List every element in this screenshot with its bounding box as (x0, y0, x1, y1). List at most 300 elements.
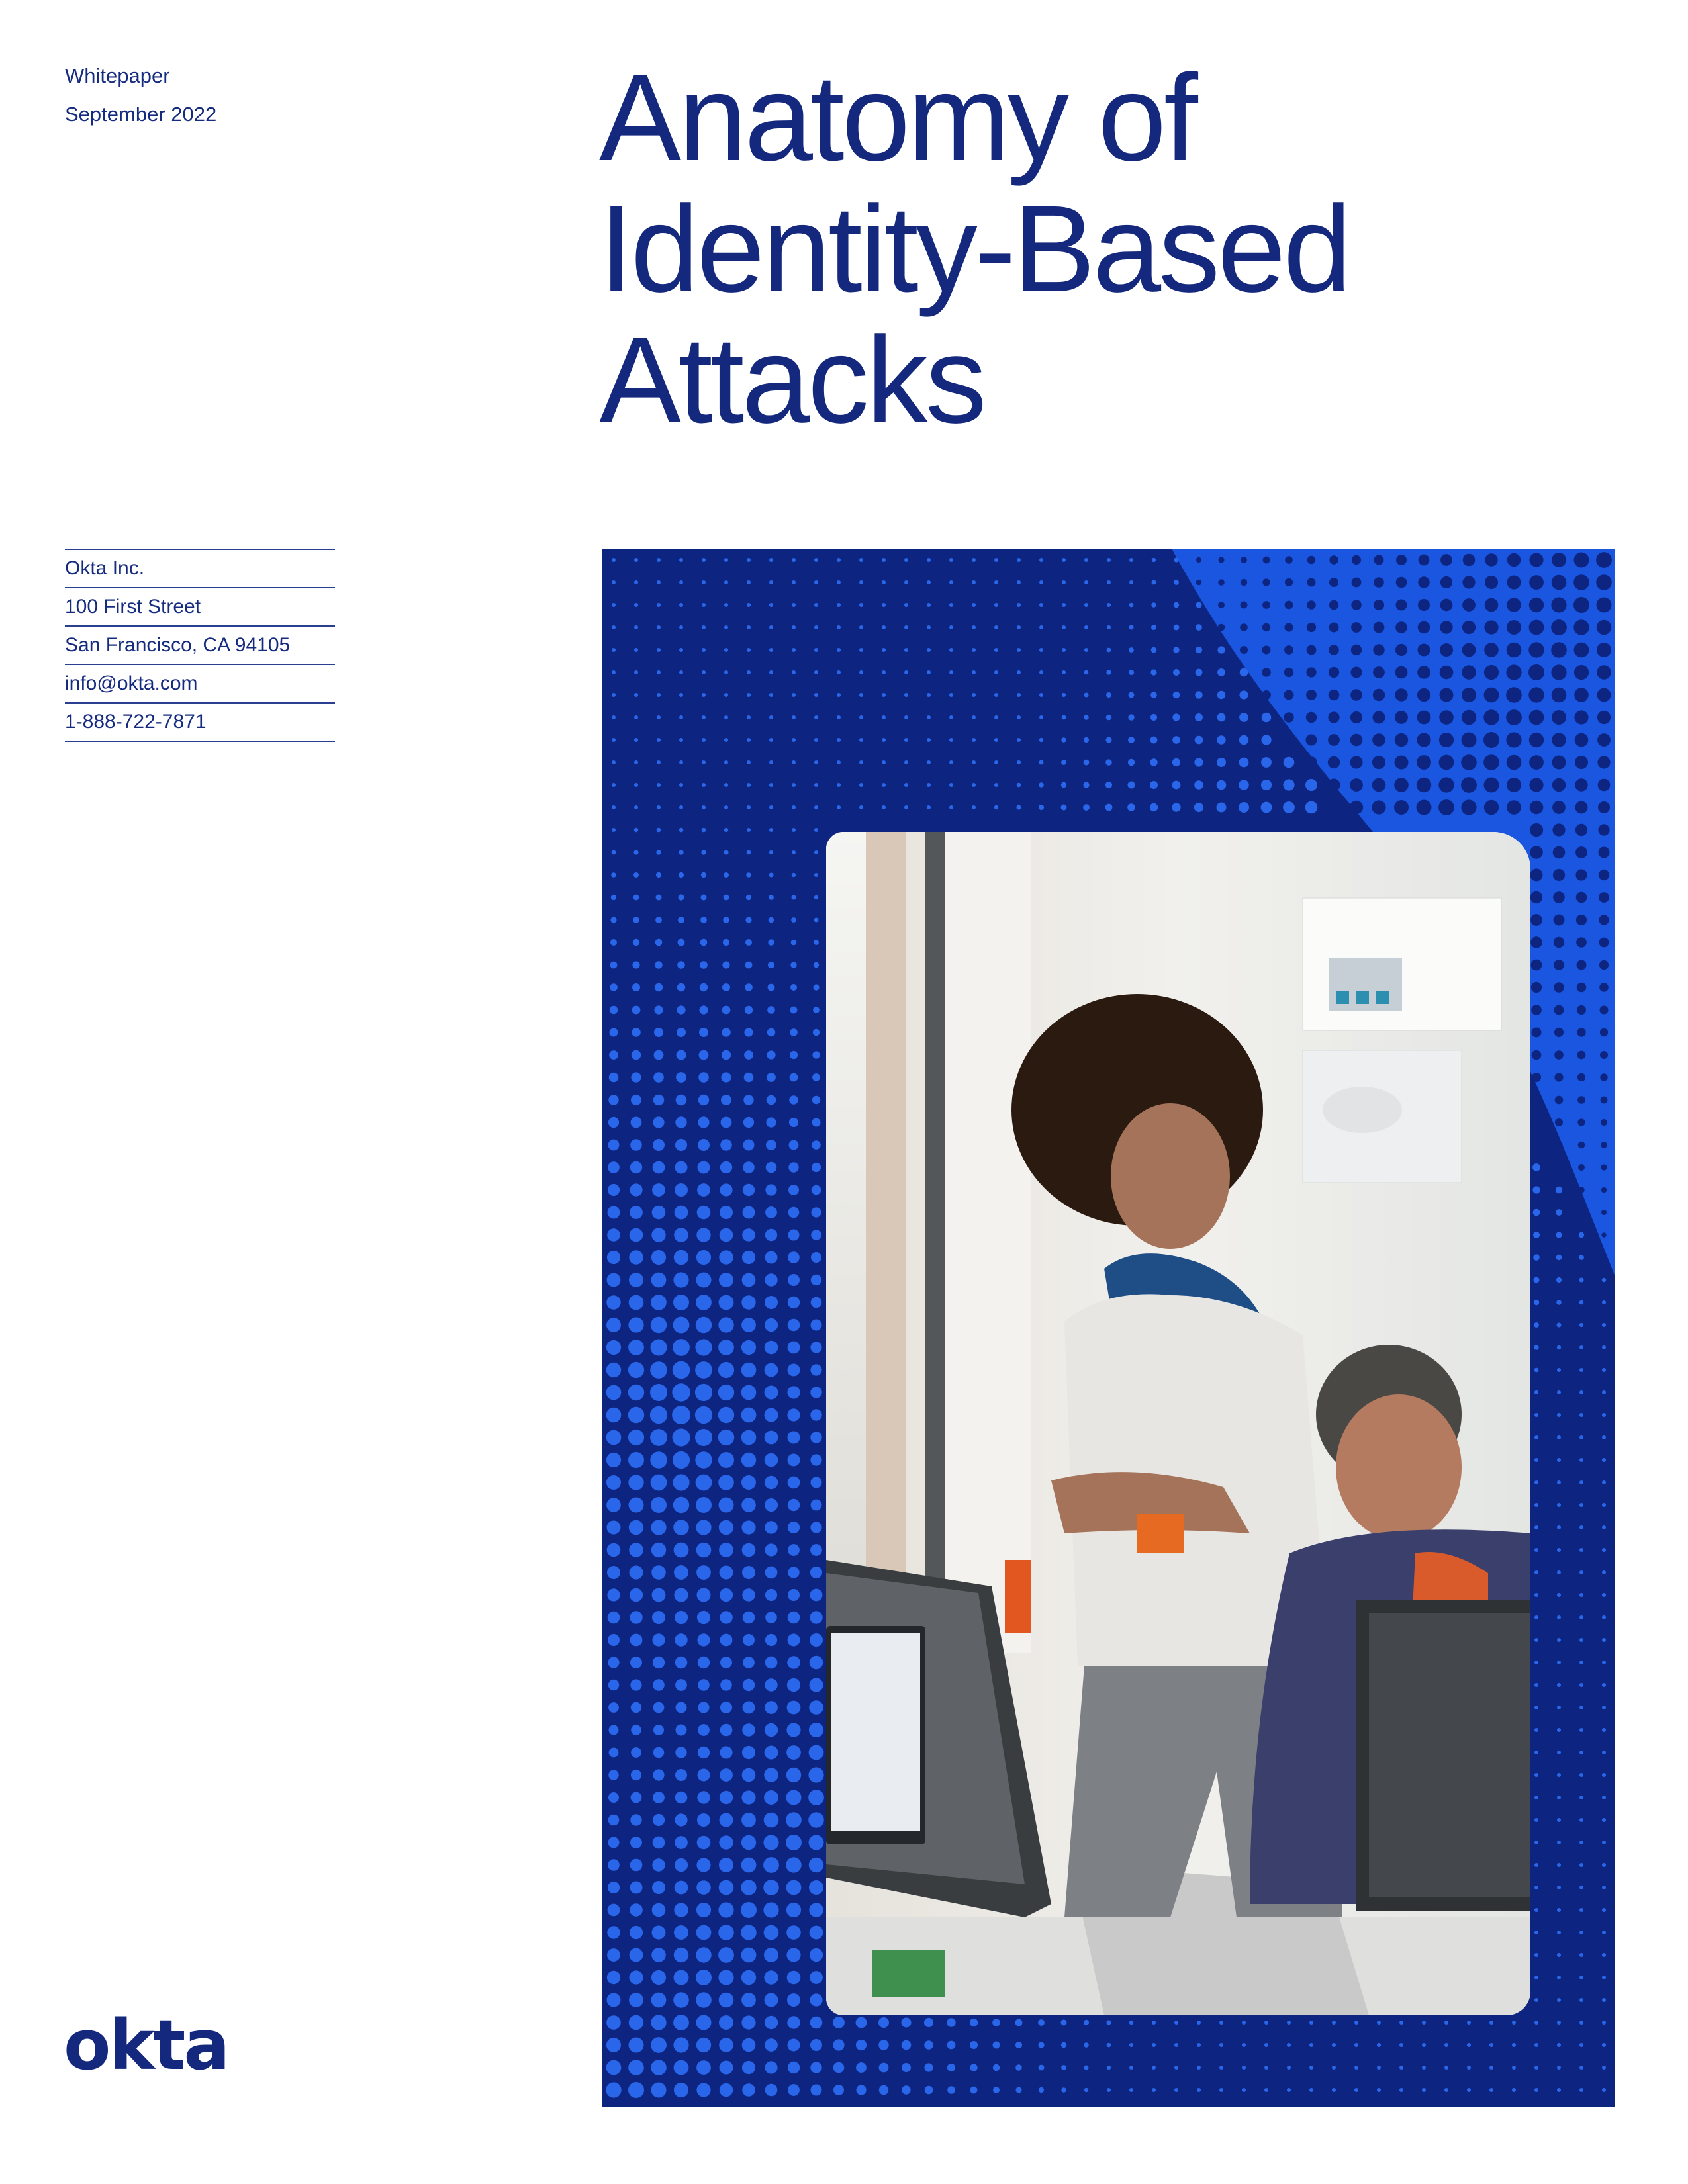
halftone-dot (1557, 1435, 1561, 1439)
halftone-dot (679, 580, 683, 584)
halftone-dot (1174, 2021, 1178, 2025)
halftone-dot (630, 1859, 643, 1872)
halftone-dot (741, 1790, 755, 1804)
halftone-dot (1107, 625, 1111, 629)
halftone-dot (924, 2018, 933, 2027)
halftone-dot (1062, 625, 1066, 629)
halftone-dot (769, 805, 773, 809)
halftone-dot (675, 1747, 686, 1758)
halftone-dot (1602, 1638, 1606, 1642)
halftone-dot (1218, 602, 1225, 608)
halftone-dot (833, 2085, 844, 2095)
halftone-dot (786, 1948, 800, 1962)
halftone-dot (1601, 1097, 1608, 1104)
halftone-dot (1372, 778, 1386, 792)
halftone-dot (1602, 1998, 1606, 2002)
halftone-dot (675, 1657, 688, 1669)
halftone-dot (1016, 805, 1021, 809)
halftone-dot (697, 1611, 710, 1624)
halftone-dot (1305, 801, 1318, 814)
halftone-dot (1579, 1368, 1583, 1372)
halftone-dot (1579, 1548, 1583, 1552)
halftone-dot (653, 1116, 664, 1128)
halftone-dot (1489, 2066, 1493, 2070)
halftone-dot (697, 1791, 710, 1803)
halftone-dot (1534, 1277, 1540, 1283)
halftone-dot (792, 738, 796, 742)
halftone-dot (1485, 598, 1499, 612)
halftone-dot (720, 1634, 733, 1647)
halftone-dot (1556, 1277, 1562, 1283)
halftone-dot (1534, 1300, 1539, 1305)
halftone-dot (634, 603, 638, 607)
halftone-dot (769, 738, 773, 742)
halftone-dot (1439, 755, 1454, 770)
halftone-dot (788, 1634, 800, 1647)
halftone-dot (1150, 758, 1157, 766)
halftone-dot (747, 558, 751, 562)
halftone-dot (1489, 2021, 1493, 2025)
halftone-dot (1309, 2088, 1313, 2092)
halftone-dot (1129, 670, 1134, 675)
halftone-dot (696, 1273, 712, 1288)
halftone-dot (698, 1116, 709, 1128)
halftone-dot (1129, 2088, 1133, 2092)
halftone-dot (859, 580, 863, 584)
halftone-dot (1552, 756, 1566, 770)
halftone-dot (1329, 623, 1339, 633)
halftone-dot (811, 1500, 822, 1511)
halftone-dot (679, 783, 683, 787)
halftone-dot (837, 760, 841, 764)
halftone-dot (1557, 1998, 1561, 2002)
halftone-dot (1551, 642, 1567, 658)
halftone-dot (1557, 1683, 1561, 1687)
halftone-dot (810, 1364, 821, 1375)
halftone-dot (609, 1748, 619, 1758)
halftone-dot (972, 738, 976, 742)
halftone-dot (1579, 1210, 1585, 1216)
halftone-dot (1534, 1525, 1538, 1529)
halftone-dot (904, 738, 908, 742)
halftone-dot (608, 1634, 620, 1646)
halftone-dot (720, 1768, 733, 1782)
halftone-dot (1555, 1096, 1564, 1105)
halftone-dot (1575, 869, 1587, 880)
halftone-dot (656, 895, 662, 901)
halftone-dot (1507, 576, 1521, 590)
email-link[interactable]: info@okta.com (65, 665, 335, 704)
halftone-dot (720, 1566, 733, 1580)
halftone-dot (608, 1792, 619, 1803)
halftone-dot (629, 2015, 643, 2030)
halftone-dot (1601, 1210, 1607, 1215)
halftone-dot (651, 1565, 666, 1580)
halftone-dot (1553, 846, 1566, 859)
halftone-dot (609, 1050, 618, 1060)
halftone-dot (1106, 737, 1112, 743)
halftone-dot (720, 1746, 732, 1758)
halftone-dot (608, 1161, 620, 1173)
halftone-dot (1377, 2066, 1381, 2070)
halftone-dot (994, 625, 998, 629)
halftone-dot (1534, 1818, 1538, 1822)
halftone-dot (972, 558, 976, 562)
halftone-dot (741, 1948, 757, 1963)
halftone-dot (1399, 2088, 1403, 2092)
halftone-dot (837, 805, 841, 809)
halftone-dot (1485, 553, 1497, 566)
halftone-dot (765, 1634, 777, 1646)
halftone-dot (1264, 2088, 1268, 2092)
halftone-dot (632, 961, 639, 968)
halftone-dot (1261, 780, 1272, 790)
halftone-dot (810, 1342, 821, 1353)
halftone-dot (631, 1792, 642, 1803)
halftone-dot (633, 917, 639, 923)
halftone-dot (655, 961, 662, 968)
halftone-dot (994, 760, 998, 764)
halftone-dot (1579, 1728, 1583, 1732)
halftone-dot (810, 2039, 822, 2051)
halftone-dot (1329, 555, 1338, 564)
halftone-dot (720, 1139, 732, 1151)
halftone-dot (1532, 1095, 1540, 1104)
halftone-dot (837, 625, 841, 629)
halftone-dot (1129, 603, 1134, 608)
halftone-dot (1039, 648, 1043, 652)
halftone-dot (859, 558, 863, 562)
halftone-dot (741, 1835, 756, 1850)
halftone-dot (608, 1815, 620, 1826)
halftone-dot (1395, 756, 1409, 770)
halftone-dot (1196, 669, 1203, 676)
halftone-dot (1306, 667, 1316, 677)
halftone-dot (1602, 1908, 1606, 1912)
halftone-dot (1534, 1480, 1538, 1484)
halftone-dot (702, 625, 706, 629)
halftone-dot (675, 1611, 688, 1624)
halftone-dot (741, 1453, 756, 1467)
halftone-dot (742, 2083, 755, 2097)
halftone-dot (1534, 1638, 1538, 1642)
halftone-dot (746, 872, 751, 878)
halftone-dot (676, 1095, 687, 1106)
halftone-dot (1061, 2020, 1067, 2026)
halftone-dot (765, 1184, 776, 1195)
halftone-dot (1557, 1976, 1561, 1979)
halftone-dot (1578, 1142, 1585, 1149)
halftone-dot (742, 1543, 756, 1557)
halftone-dot (696, 1317, 712, 1333)
halftone-dot (765, 2061, 777, 2073)
halftone-dot (697, 1183, 710, 1197)
halftone-dot (677, 1028, 686, 1037)
halftone-dot (1534, 1548, 1538, 1552)
halftone-dot (677, 983, 685, 991)
halftone-dot (746, 895, 751, 900)
halftone-dot (812, 1185, 821, 1195)
halftone-dot (1172, 736, 1180, 744)
halftone-dot (673, 1451, 690, 1469)
halftone-dot (702, 603, 706, 607)
halftone-dot (791, 895, 796, 899)
halftone-dot (1534, 1661, 1538, 1664)
halftone-dot (610, 1006, 618, 1014)
halftone-dot (765, 2016, 778, 2029)
halftone-dot (673, 2037, 688, 2052)
halftone-dot (1107, 648, 1111, 653)
halftone-dot (1579, 2088, 1583, 2092)
halftone-dot (675, 1813, 687, 1826)
halftone-dot (904, 648, 908, 652)
halftone-dot (1105, 804, 1113, 811)
halftone-dot (1061, 2087, 1066, 2092)
halftone-dot (808, 1790, 824, 1805)
halftone-dot (1332, 2021, 1336, 2025)
halftone-dot (720, 1791, 733, 1804)
halftone-dot (747, 603, 751, 607)
halftone-dot (673, 1339, 690, 1356)
halftone-dot (653, 1161, 665, 1174)
halftone-dot (1396, 577, 1407, 588)
halftone-dot (701, 895, 707, 901)
halftone-dot (719, 1880, 734, 1895)
halftone-dot (1533, 1209, 1540, 1216)
halftone-dot (765, 1341, 778, 1355)
halftone-dot (1396, 555, 1407, 565)
halftone-dot (1578, 1187, 1584, 1193)
halftone-dot (1461, 754, 1477, 770)
halftone-dot (765, 2038, 778, 2052)
halftone-dot (1242, 2088, 1246, 2092)
halftone-dot (745, 917, 751, 923)
halftone-dot (651, 2083, 667, 2098)
halftone-dot (972, 715, 976, 719)
halftone-dot (607, 1228, 620, 1242)
halftone-dot (809, 1723, 823, 1737)
halftone-dot (927, 783, 931, 787)
halftone-dot (1575, 824, 1587, 836)
halftone-dot (788, 1342, 800, 1354)
halftone-dot (1534, 2066, 1538, 2070)
halftone-dot (1332, 2088, 1336, 2092)
halftone-dot (902, 2063, 911, 2072)
halftone-dot (1577, 983, 1586, 992)
halftone-dot (1602, 2043, 1606, 2047)
halftone-dot (675, 1769, 687, 1781)
halftone-dot (882, 580, 886, 584)
halftone-dot (1577, 1028, 1585, 1036)
halftone-dot (792, 625, 796, 629)
halftone-dot (1107, 2088, 1111, 2092)
halftone-dot (610, 1028, 618, 1037)
halftone-dot (745, 983, 753, 991)
halftone-dot (1061, 2042, 1066, 2048)
halftone-dot (1152, 2021, 1156, 2025)
halftone-dot (1219, 557, 1225, 563)
halftone-dot (1017, 715, 1021, 719)
halftone-dot (1554, 1073, 1563, 1081)
halftone-dot (1262, 690, 1271, 700)
halftone-dot (786, 1903, 801, 1917)
halftone-dot (788, 1454, 800, 1467)
halftone-dot (1555, 1118, 1563, 1126)
halftone-dot (859, 670, 863, 674)
halftone-dot (719, 1520, 733, 1535)
halftone-dot (675, 1206, 688, 1220)
halftone-dot (769, 850, 773, 854)
halftone-dot (1307, 556, 1315, 564)
halftone-dot (970, 2041, 978, 2049)
halftone-dot (747, 738, 751, 742)
halftone-dot (675, 1116, 686, 1128)
halftone-dot (1329, 690, 1340, 701)
halftone-dot (1534, 1706, 1538, 1709)
halftone-dot (1557, 1413, 1561, 1417)
halftone-dot (720, 1161, 732, 1173)
halftone-dot (1602, 1751, 1606, 1754)
halftone-dot (788, 1251, 800, 1263)
halftone-dot (1532, 1050, 1542, 1060)
halftone-dot (1575, 733, 1589, 747)
halftone-dot (1506, 709, 1522, 725)
halftone-dot (1507, 778, 1521, 792)
halftone-dot (720, 1813, 733, 1827)
halftone-dot (657, 558, 661, 562)
halftone-dot (765, 1521, 778, 1534)
halftone-dot (630, 1948, 643, 1962)
halftone-dot (631, 1702, 641, 1713)
halftone-dot (608, 1680, 619, 1690)
halftone-dot (1529, 598, 1544, 612)
halftone-dot (769, 917, 774, 923)
halftone-dot (1129, 558, 1133, 562)
halftone-dot (634, 670, 638, 674)
halftone-dot (747, 760, 751, 764)
halftone-dot (672, 1406, 690, 1424)
halftone-dot (949, 715, 953, 719)
halftone-dot (612, 558, 616, 562)
halftone-dot (679, 850, 683, 854)
halftone-dot (612, 580, 616, 584)
halftone-dot (1332, 2066, 1336, 2070)
halftone-dot (1534, 1751, 1538, 1754)
halftone-dot (607, 1926, 620, 1938)
halftone-dot (608, 1095, 618, 1105)
halftone-dot (719, 2015, 733, 2030)
halftone-dot (1531, 1005, 1542, 1015)
halftone-dot (1602, 1570, 1606, 1574)
halftone-dot (1597, 598, 1612, 613)
halftone-dot (765, 2084, 778, 2097)
halftone-dot (1329, 578, 1338, 587)
cover-artwork (602, 549, 1615, 2107)
halftone-dot (811, 2085, 822, 2096)
halftone-dot (1534, 1728, 1538, 1732)
halftone-dot (972, 625, 976, 629)
halftone-dot (1579, 1638, 1583, 1642)
halftone-dot (676, 1072, 686, 1083)
halftone-dot (769, 603, 773, 607)
halftone-dot (652, 1858, 665, 1871)
halftone-dot (741, 1813, 756, 1827)
halftone-dot (1217, 646, 1225, 653)
halftone-dot (743, 1657, 755, 1668)
halftone-dot (1039, 670, 1043, 674)
halftone-dot (1129, 625, 1133, 629)
halftone-dot (1579, 1998, 1583, 2002)
halftone-dot (1242, 2043, 1246, 2047)
halftone-dot (652, 1633, 665, 1646)
halftone-dot (606, 1363, 621, 1377)
halftone-dot (697, 1588, 711, 1602)
halftone-dot (697, 1836, 711, 1850)
halftone-dot (1579, 1413, 1583, 1417)
halftone-dot (1151, 625, 1156, 630)
halftone-dot (1084, 760, 1090, 766)
halftone-dot (879, 2063, 889, 2073)
halftone-dot (1579, 1953, 1583, 1957)
halftone-dot (1557, 1570, 1561, 1574)
halftone-dot (1328, 756, 1340, 768)
halftone-dot (1422, 2066, 1426, 2070)
halftone-dot (696, 1970, 712, 1985)
halftone-dot (1197, 2043, 1201, 2047)
halftone-dot (837, 603, 841, 607)
halftone-dot (675, 1858, 688, 1872)
halftone-dot (1151, 602, 1156, 607)
halftone-dot (1463, 554, 1476, 567)
halftone-dot (788, 1162, 798, 1172)
halftone-dot (1350, 756, 1362, 768)
halftone-dot (653, 1792, 665, 1803)
halftone-dot (814, 760, 818, 764)
halftone-dot (786, 1925, 801, 1940)
halftone-dot (719, 1498, 734, 1513)
halftone-dot (675, 1633, 687, 1646)
halftone-dot (1597, 665, 1611, 679)
halftone-dot (1462, 688, 1476, 702)
halftone-dot (743, 1161, 755, 1173)
halftone-dot (1532, 1073, 1541, 1082)
halftone-dot (1554, 937, 1564, 948)
halftone-dot (1172, 758, 1180, 766)
halftone-dot (679, 670, 683, 674)
halftone-dot (1529, 620, 1544, 635)
halftone-dot (792, 828, 796, 832)
halftone-dot (696, 1228, 710, 1242)
halftone-dot (764, 1790, 778, 1805)
halftone-dot (970, 2019, 978, 2026)
halftone-dot (1573, 597, 1589, 613)
halftone-dot (606, 1318, 621, 1332)
halftone-dot (1350, 778, 1363, 792)
halftone-dot (788, 1589, 800, 1601)
halftone-dot (724, 670, 728, 674)
halftone-dot (1600, 1028, 1608, 1036)
halftone-dot (1552, 553, 1566, 567)
halftone-dot (1129, 2021, 1133, 2025)
halftone-dot (859, 783, 863, 787)
halftone-dot (1150, 669, 1156, 675)
halftone-dot (702, 760, 706, 764)
halftone-dot (1507, 620, 1521, 635)
halftone-dot (1528, 664, 1544, 680)
halftone-dot (1372, 800, 1385, 814)
halftone-dot (657, 625, 661, 629)
halftone-dot (810, 1567, 822, 1578)
